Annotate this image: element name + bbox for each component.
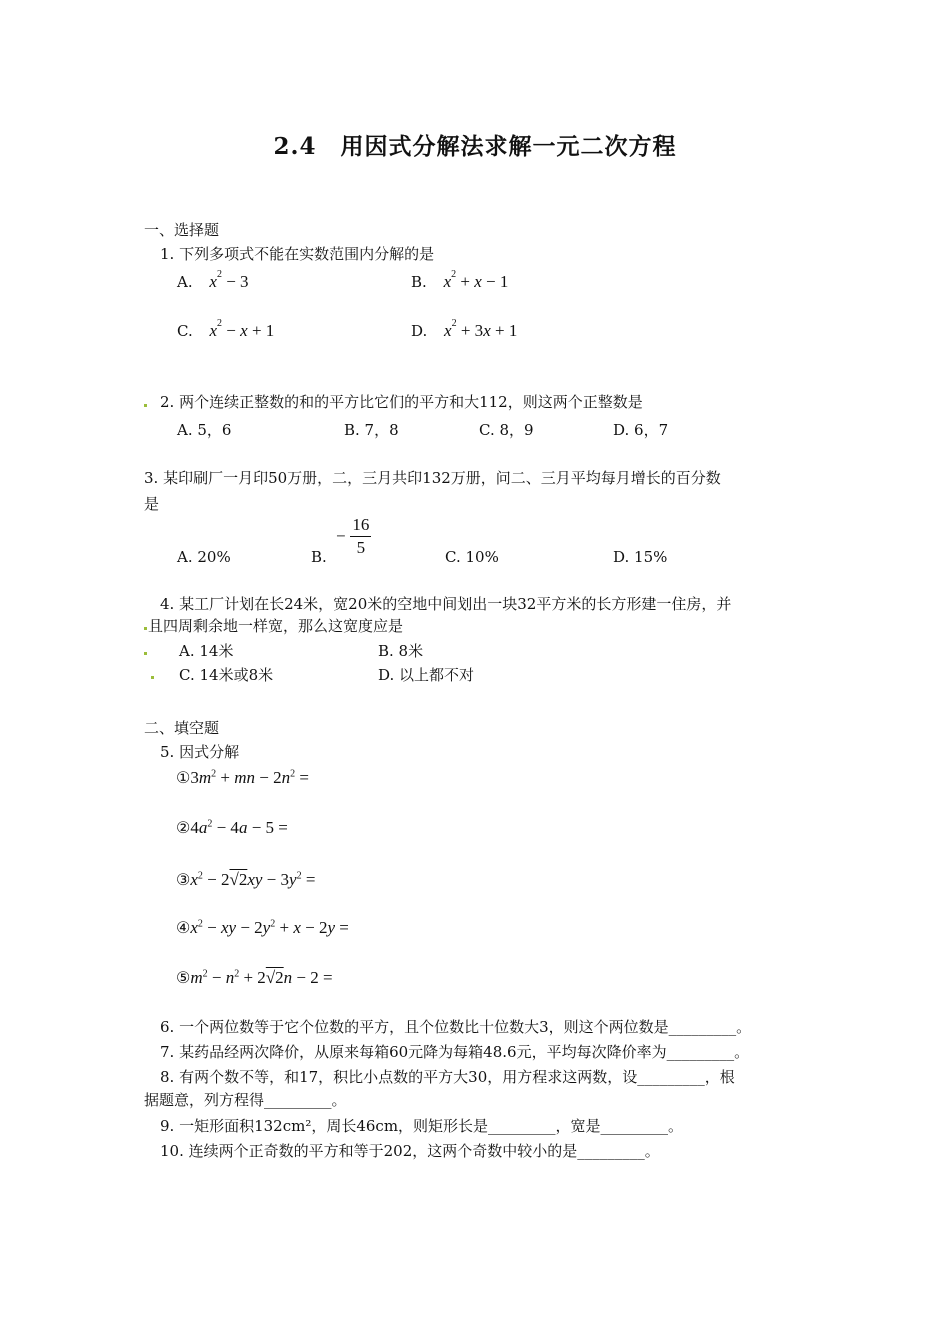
scan-mark [151,676,154,679]
q5-stem: 5. 因式分解 [160,743,240,761]
q4-option-a: A. 14米 [179,642,234,660]
q5-item-1 [176,768,309,788]
q1-option-a [177,269,249,292]
q1-option-c [177,318,275,341]
q2-option-c: C. 8，9 [479,421,534,439]
q3-option-b-fraction [336,514,371,559]
q3-option-b-label: B. [311,548,327,566]
q1-stem: 1. 下列多项式不能在实数范围内分解的是 [160,245,435,263]
q3-option-b-sign: − [336,526,346,546]
q1-option-c-label: C. [177,322,193,340]
q4-stem-line1: 4. 某工厂计划在长24米，宽20米的空地中间划出一块32平方米的长方形建一住房，并 [160,595,732,613]
q7: 7. 某药品经两次降价，从原来每箱60元降为每箱48.6元，平均每次降价率为_________。 [160,1043,750,1061]
q5-item-1-mark: ① [176,768,191,787]
section-heading-fill: 二、填空题 [144,719,220,737]
q4-option-b: B. 8米 [378,642,424,660]
q3-stem-line1: 3. 某印刷厂一月印50万册，二，三月共印132万册，问二、三月平均每月增长的百分数 [144,469,721,487]
q5-item-5 [176,968,333,988]
q5-item-2-expr: $4a^2 - 4a - 5$ = [190,818,288,837]
q8-line2: 据题意，列方程得_________。 [144,1091,347,1109]
q5-item-4 [176,918,349,938]
q9: 9. 一矩形面积132cm²，周长46cm，则矩形长是_________，宽是_________。 [160,1117,684,1135]
section-heading-choice: 一、选择题 [144,221,220,239]
q1-option-d [411,318,518,341]
q1-option-b-expr: $x^2 + x - 1$ [443,269,509,291]
q4-stem-line2: 且四周剩余地一样宽，那么这宽度应是 [148,617,404,635]
q2-stem: 2. 两个连续正整数的和的平方比它们的平方和大112，则这两个正整数是 [160,393,643,411]
q3-option-d: D. 15% [613,548,668,566]
q4-option-c: C. 14米或8米 [179,666,274,684]
q4-option-d: D. 以上都不对 [378,666,475,684]
q1-option-a-expr: $x^2 - 3$ [209,269,249,291]
q5-item-5-expr: $m^2 - n^2 + 2√2n - 2$ = [190,968,333,987]
scan-mark [144,652,147,655]
q5-item-4-mark: ④ [176,918,191,937]
scan-mark [144,404,147,407]
q5-item-3-mark: ③ [176,870,191,889]
q1-option-b [411,269,509,292]
fraction-numerator: 16 [350,514,371,537]
q3-option-a: A. 20% [177,548,231,566]
q2-option-a: A. 5，6 [177,421,232,439]
q5-item-3-expr: $x^2 - 2√2xy - 3y^2$ = [190,870,316,889]
q1-option-d-label: D. [411,322,428,340]
q10: 10. 连续两个正奇数的平方和等于202，这两个奇数中较小的是_________。 [160,1142,660,1160]
fraction-denominator: 5 [356,538,366,557]
page-title: 2.4 用因式分解法求解一元二次方程 [273,133,677,160]
q5-item-2 [176,818,288,838]
q2-option-b: B. 7，8 [344,421,399,439]
q1-option-d-expr: $x^2 + 3x + 1$ [444,318,518,340]
q5-item-1-expr: $3m^2$ + mn − $2n^2$ = [190,768,309,787]
q6: 6. 一个两位数等于它个位数的平方，且个位数比十位数大3，则这个两位数是_________。 [160,1018,752,1036]
q5-item-3 [176,870,315,890]
q3-option-c: C. 10% [445,548,499,566]
q1-option-c-expr: $x^2 - x + 1$ [209,318,275,340]
fraction [350,514,371,559]
q3-stem-line2: 是 [144,495,160,513]
q5-item-4-expr: $x^2$ − xy − $2y^2 + x - 2y$ = [190,918,349,937]
q2-option-d: D. 6，7 [613,421,669,439]
q1-option-a-label: A. [177,273,193,291]
q5-item-5-mark: ⑤ [176,968,191,987]
q1-option-b-label: B. [411,273,427,291]
q5-item-2-mark: ② [176,818,191,837]
q8-line1: 8. 有两个数不等，和17，积比小点数的平方大30，用方程求这两数，设_________，根 [160,1068,735,1086]
scan-mark [144,627,147,630]
